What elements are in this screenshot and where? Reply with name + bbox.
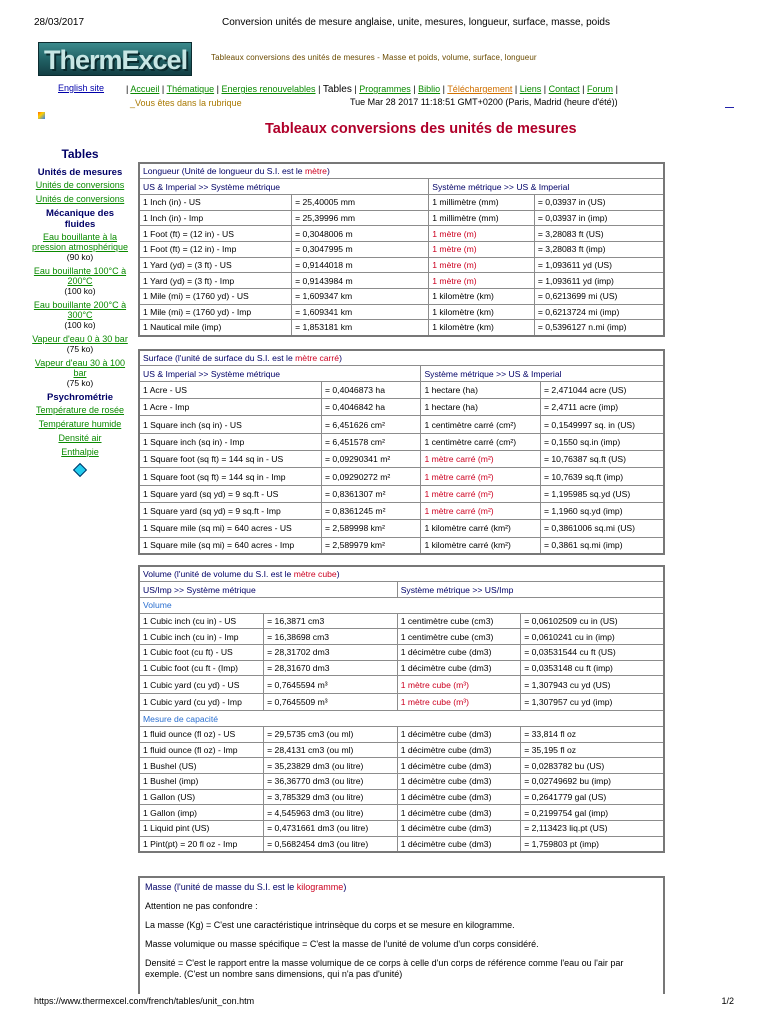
table-row [139,613,664,629]
table-row [139,821,664,837]
nav-item-0[interactable]: Accueil [130,84,160,94]
table-cell: = 35,195 fl oz [521,742,664,758]
table-cell: = 1,609347 km [292,289,429,305]
table-row [139,644,664,660]
table-caption [139,566,664,582]
table-cell: 1 Mile (mi) = (1760 yd) - Imp [139,304,292,320]
nav-item-5[interactable]: Biblio [418,84,441,94]
table-cell: 1 Pint(pt) = 20 fl oz - Imp [139,836,264,852]
table-cell: 1 décimètre cube (dm3) [397,821,521,837]
table-cell: = 10,7639 sq.ft (imp) [541,468,665,485]
nav-separator: | [354,84,357,94]
caption-unit: mètre cube [293,569,337,580]
table-cell: = 2,589998 km² [322,520,421,537]
table-row [139,433,664,450]
table-cell: 1 Cubic yard (cu yd) - Imp [139,693,264,711]
mass-caption-end: ) [343,882,347,892]
table-cell: = 3,28083 ft (imp) [534,241,664,257]
logo-text: ThermExcel [44,45,188,75]
table-cell: 1 hectare (ha) [421,381,541,398]
table-row [139,320,664,336]
table-row [139,537,664,554]
table-row [139,676,664,694]
table-cell: 1 Cubic foot (cu ft - (Imp) [139,660,264,676]
table-cell: 1 mètre carré (m²) [421,485,541,502]
table-cell: = 10,76387 sq.ft (US) [541,451,665,468]
nav-item-6[interactable]: Téléchargement [447,84,513,94]
mass-note-1: Attention ne pas confondre : [145,901,258,911]
table-cell: 1 Square foot (sq ft) = 144 sq in - US [139,451,322,468]
sidebar-link-fluid-2[interactable]: Eau bouillante 100°C à 200°C [33,266,127,286]
caption-end: ) [326,166,330,177]
table-row [139,805,664,821]
table-cell: = 1,307957 cu yd (imp) [521,693,664,711]
table-row [139,485,664,502]
bullet-icon [38,112,45,119]
table-cell: = 0,5682454 dm3 (ou litre) [264,836,398,852]
table-cell: 1 millimètre (mm) [429,194,535,210]
table-row [139,381,664,398]
nav-separator: | [126,84,129,94]
table-row [139,257,664,273]
english-site-link[interactable]: English site [58,83,105,93]
table-cell: = 0,8361245 m² [322,502,421,519]
table-cell: 1 Gallon (US) [139,789,264,805]
table-cell: 1 Square foot (sq ft) = 144 sq in - Imp [139,468,322,485]
table-cell: 1 mètre carré (m²) [421,502,541,519]
table-cell: 1 décimètre cube (dm3) [397,758,521,774]
sidebar-section-psychro: Psychrométrie [46,392,113,403]
mass-caption-unit: kilogramme [296,882,344,892]
table-subheader: Mesure de capacité [139,711,664,727]
table-header-left: US & Imperial >> Système métrique [139,179,429,195]
table-cell: 1 Yard (yd) = (3 ft) - Imp [139,273,292,289]
nav-item-9[interactable]: Forum [587,84,614,94]
print-header [34,17,734,29]
table-header-row [139,179,664,195]
table-cell: = 0,8361307 m² [322,485,421,502]
table-cell: 1 décimètre cube (dm3) [397,660,521,676]
table-cell: 1 Cubic inch (cu in) - US [139,613,264,629]
table-cell: = 0,4046873 ha [322,381,421,398]
nav-separator: | [216,84,219,94]
table-cell: 1 Liquid pint (US) [139,821,264,837]
table-row [139,629,664,645]
nav-item-3[interactable]: Tables [322,84,352,95]
table-cell: = 2,589979 km² [322,537,421,554]
mass-section [138,876,665,994]
sidebar-title: Tables [61,147,99,161]
table-cell: = 1,759803 pt (imp) [521,836,664,852]
caption-unit: mètre [304,166,327,177]
table-caption [139,163,664,179]
table-cell: 1 mètre (m) [429,226,535,242]
table-cell: 1 mètre cube (m³) [397,693,521,711]
table-cell: 1 mètre carré (m²) [421,468,541,485]
table-cell: = 0,6213699 mi (US) [534,289,664,305]
table-cell: 1 hectare (ha) [421,399,541,416]
table-cell: 1 décimètre cube (dm3) [397,644,521,660]
table-cell: 1 Cubic inch (cu in) - Imp [139,629,264,645]
table-cell: = 0,5396127 n.mi (imp) [534,320,664,336]
table-cell: 1 mètre (m) [429,241,535,257]
table-cell: 1 fluid ounce (fl oz) - Imp [139,742,264,758]
table-caption-row [139,163,664,179]
table-cell: = 1,853181 km [292,320,429,336]
print-footer [34,996,734,1008]
sidebar-section-fluids: Mécanique des fluides [45,208,115,230]
sidebar-link-fluid-5[interactable]: Vapeur d'eau 30 à 100 bar [34,358,126,378]
table-cell: = 3,785329 dm3 (ou litre) [264,789,398,805]
table-row [139,241,664,257]
table-row [139,468,664,485]
table-cell: = 2,4711 acre (imp) [541,399,665,416]
top-nav [126,84,736,96]
table-cell: 1 Foot (ft) = (12 in) - Imp [139,241,292,257]
print-page: 1/2 [721,996,734,1006]
table-cell: 1 décimètre cube (dm3) [397,727,521,743]
table-cell: 1 mètre (m) [429,273,535,289]
table-cell: 1 décimètre cube (dm3) [397,836,521,852]
table-row [139,194,664,210]
volume-table [138,565,665,853]
table-cell: = 2,471044 acre (US) [541,381,665,398]
table-cell: = 0,4731661 dm3 (ou litre) [264,821,398,837]
mass-caption-text: Masse (l'unité de masse du S.I. est le [145,882,297,892]
table-caption-row [139,350,664,366]
table-cell: = 0,3048006 m [292,226,429,242]
table-subheader: Volume [139,597,664,613]
table-cell: = 0,1549997 sq. in (US) [541,416,665,433]
table-row [139,693,664,711]
table-row [139,210,664,226]
sidebar-link-wet-bulb[interactable]: Température humide [38,419,122,429]
table-caption-row [139,566,664,582]
sidebar-size-3: (100 ko) [64,320,96,330]
table-cell: 1 décimètre cube (dm3) [397,774,521,790]
table-cell: = 0,4046842 ha [322,399,421,416]
table-cell: = 33,814 fl oz [521,727,664,743]
table-row [139,774,664,790]
mass-note-3: Masse volumique ou masse spécifique = C'est la masse de l'unité de volume d'un corps considéré. [145,939,539,949]
table-cell: = 0,9144018 m [292,257,429,273]
table-cell: = 0,6213724 mi (imp) [534,304,664,320]
table-cell: = 0,06102509 cu in (US) [521,613,664,629]
table-cell: = 6,451578 cm² [322,433,421,450]
breadcrumb-hint: _Vous êtes dans la rubrique [130,98,242,108]
table-cell: = 29,5735 cm3 (ou ml) [264,727,398,743]
table-cell: 1 Square inch (sq in) - Imp [139,433,322,450]
dash-icon [725,107,734,108]
table-row [139,758,664,774]
table-cell: 1 kilomètre (km) [429,289,535,305]
table-cell: 1 centimètre carré (cm²) [421,433,541,450]
table-row [139,226,664,242]
table-cell: = 1,093611 yd (imp) [534,273,664,289]
table-cell: 1 millimètre (mm) [429,210,535,226]
diamond-icon[interactable] [73,463,87,477]
table-header-left: US & Imperial >> Système métrique [139,366,421,382]
nav-item-8[interactable]: Contact [548,84,580,94]
table-cell: 1 kilomètre carré (km²) [421,537,541,554]
table-cell: = 1,195985 sq.yd (US) [541,485,665,502]
table-cell: = 0,02749692 bu (imp) [521,774,664,790]
mass-caption [145,882,658,892]
table-cell: = 1,093611 yd (US) [534,257,664,273]
nav-item-4[interactable]: Programmes [359,84,411,94]
caption-unit: mètre carré [295,353,340,364]
table-cell: = 1,307943 cu yd (US) [521,676,664,694]
sidebar-link-air-density[interactable]: Densité air [58,433,102,443]
table-cell: 1 Square inch (sq in) - US [139,416,322,433]
table-cell: 1 Nautical mile (imp) [139,320,292,336]
mass-note-2: La masse (Kg) = C'est une caractéristique intrinsèque du corps et se mesure en kilogramme. [145,920,515,930]
table-cell: = 0,3861 sq.mi (imp) [541,537,665,554]
site-logo[interactable] [38,42,192,76]
table-cell: 1 décimètre cube (dm3) [397,742,521,758]
table-cell: 1 Gallon (imp) [139,805,264,821]
table-cell: 1 centimètre cube (cm3) [397,629,521,645]
table-row [139,742,664,758]
nav-separator: | [615,84,618,94]
table-row [139,416,664,433]
table-cell: 1 Inch (in) - US [139,194,292,210]
site-tagline: Tableaux conversions des unités de mesures - Masse et poids, volume, surface, longueur [211,53,537,62]
table-cell: 1 kilomètre carré (km²) [421,520,541,537]
table-cell: = 0,0283782 bu (US) [521,758,664,774]
caption-text: Surface (l'unité de surface du S.I. est le [143,353,296,364]
table-cell: = 0,0353148 cu ft (imp) [521,660,664,676]
table-cell: = 0,3047995 m [292,241,429,257]
table-cell: = 25,40005 mm [292,194,429,210]
table-cell: = 0,03937 in (imp) [534,210,664,226]
nav-separator: | [442,84,445,94]
caption-end: ) [336,569,340,580]
sidebar-size-5: (75 ko) [66,378,94,388]
table-cell: 1 Acre - US [139,381,322,398]
table-header-row [139,582,664,598]
table-cell: 1 décimètre cube (dm3) [397,789,521,805]
table-cell: 1 centimètre cube (cm3) [397,613,521,629]
table-cell: 1 décimètre cube (dm3) [397,805,521,821]
table-cell: = 28,31702 dm3 [264,644,398,660]
sidebar-size-1: (90 ko) [66,252,94,262]
sidebar-link-fluid-1[interactable]: Eau bouillante à la pression atmosphérique [31,232,129,252]
table-cell: = 35,23829 dm3 (ou litre) [264,758,398,774]
caption-text: Volume (l'unité de volume du S.I. est le [143,569,294,580]
nav-item-7[interactable]: Liens [519,84,542,94]
timestamp: Tue Mar 28 2017 11:18:51 GMT+0200 (Paris, Madrid (heure d'été)) [350,97,618,107]
sidebar-link-dew-point[interactable]: Température de rosée [35,405,125,415]
sidebar-section-units: Unités de mesures [37,167,123,178]
table-cell: = 0,09290272 m² [322,468,421,485]
table-cell: = 0,7645509 m³ [264,693,398,711]
table-row [139,727,664,743]
table-cell: = 28,31670 dm3 [264,660,398,676]
table-cell: 1 Inch (in) - Imp [139,210,292,226]
table-cell: = 0,2199754 gal (imp) [521,805,664,821]
table-header-right: Système métrique >> US/Imp [397,582,664,598]
table-cell: 1 mètre carré (m²) [421,451,541,468]
print-date: 28/03/2017 [34,17,85,28]
table-cell: = 25,39996 mm [292,210,429,226]
table-cell: = 0,1550 sq.in (imp) [541,433,665,450]
table-header-right: Système métrique >> US & Imperial [429,179,664,195]
table-row [139,836,664,852]
table-cell: 1 mètre (m) [429,257,535,273]
table-cell: 1 kilomètre (km) [429,320,535,336]
table-cell: = 0,0610241 cu in (imp) [521,629,664,645]
table-cell: 1 Bushel (imp) [139,774,264,790]
table-cell: = 0,09290341 m² [322,451,421,468]
table-row [139,304,664,320]
table-row [139,399,664,416]
caption-text: Longueur (Unité de longueur du S.I. est le [143,166,305,177]
table-cell: 1 centimètre carré (cm²) [421,416,541,433]
table-row [139,451,664,468]
table-header-left: US/Imp >> Système métrique [139,582,397,598]
table-cell: 1 Bushel (US) [139,758,264,774]
table-cell: = 0,03937 in (US) [534,194,664,210]
table-row [139,289,664,305]
sidebar-link-units-1[interactable]: Unités de conversions [35,180,125,190]
nav-separator: | [318,84,321,94]
table-subheader-row [139,597,664,613]
sidebar-link-units-2[interactable]: Unités de conversions [35,194,125,204]
sidebar-link-enthalpy[interactable]: Enthalpie [61,447,99,457]
table-cell: 1 Square yard (sq yd) = 9 sq.ft - Imp [139,502,322,519]
table-row [139,502,664,519]
sidebar-link-fluid-4[interactable]: Vapeur d'eau 0 à 30 bar [32,334,128,344]
caption-end: ) [339,353,342,364]
table-cell: = 16,38698 cm3 [264,629,398,645]
table-cell: 1 mètre cube (m³) [397,676,521,694]
table-cell: = 0,2641779 gal (US) [521,789,664,805]
table-header-right: Système métrique >> US & Imperial [421,366,664,382]
print-title: Conversion unités de mesure anglaise, unite, mesures, longueur, surface, masse, poids [222,17,610,28]
table-cell: 1 Cubic foot (cu ft) - US [139,644,264,660]
table-row [139,273,664,289]
table-cell: = 6,451626 cm² [322,416,421,433]
table-row [139,520,664,537]
table-cell: = 0,9143984 m [292,273,429,289]
table-cell: = 1,1960 sq.yd (imp) [541,502,665,519]
table-cell: 1 Acre - Imp [139,399,322,416]
table-caption [139,350,664,366]
table-cell: 1 fluid ounce (fl oz) - US [139,727,264,743]
table-header-row [139,366,664,382]
table-cell: 1 Square yard (sq yd) = 9 sq.ft - US [139,485,322,502]
length-table [138,162,665,337]
table-row [139,789,664,805]
table-subheader-row [139,711,664,727]
table-cell: 1 Cubic yard (cu yd) - US [139,676,264,694]
sidebar-link-fluid-3[interactable]: Eau bouillante 200°C à 300°C [33,300,127,320]
sidebar-size-2: (100 ko) [64,286,96,296]
table-cell: 1 Foot (ft) = (12 in) - US [139,226,292,242]
nav-separator: | [413,84,416,94]
table-cell: = 36,36770 dm3 (ou litre) [264,774,398,790]
table-cell: 1 Mile (mi) = (1760 yd) - US [139,289,292,305]
nav-separator: | [161,84,165,94]
table-row [139,660,664,676]
table-cell: = 1,609341 km [292,304,429,320]
nav-separator: | [543,84,547,94]
table-cell: = 16,3871 cm3 [264,613,398,629]
page-title: Tableaux conversions des unités de mesures [265,121,577,137]
table-cell: = 0,03531544 cu ft (US) [521,644,664,660]
print-url: https://www.thermexcel.com/french/tables/unit_con.htm [34,996,255,1006]
table-cell: 1 Square mile (sq mi) = 640 acres - US [139,520,322,537]
sidebar [30,147,130,475]
table-cell: 1 Yard (yd) = (3 ft) - US [139,257,292,273]
table-cell: = 0,3861006 sq.mi (US) [541,520,665,537]
surface-table [138,349,665,555]
table-cell: = 28,4131 cm3 (ou ml) [264,742,398,758]
table-cell: 1 kilomètre (km) [429,304,535,320]
nav-item-2[interactable]: Energies renouvelables [221,84,316,94]
mass-note-4: Densité = C'est le rapport entre la masse volumique de ce corps à celle d'un corps de référence comme l'eau ou l'air par exemple. (C'est un nombre sans dimensions, qui n'a pas d'unité) [145,958,624,979]
nav-item-1[interactable]: Thématique [166,84,215,94]
table-cell: = 0,7645594 m³ [264,676,398,694]
table-cell: = 2,113423 liq.pt (US) [521,821,664,837]
nav-separator: | [514,84,518,94]
table-cell: 1 Square mile (sq mi) = 640 acres - Imp [139,537,322,554]
nav-separator: | [582,84,585,94]
table-cell: = 3,28083 ft (US) [534,226,664,242]
table-cell: = 4,545963 dm3 (ou litre) [264,805,398,821]
sidebar-size-4: (75 ko) [66,344,94,354]
